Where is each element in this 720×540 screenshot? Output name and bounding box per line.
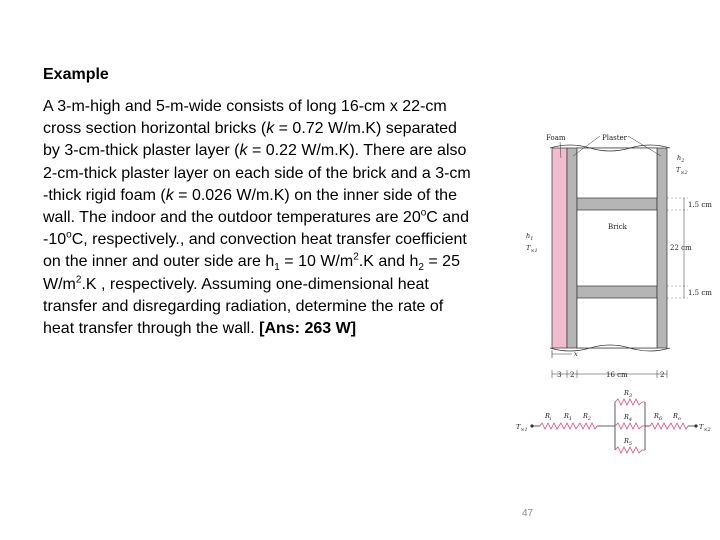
svg-text:h1: $h_1$ [526,232,534,242]
outer-plaster-layer [657,148,667,348]
page-number: 47 [522,508,534,519]
svg-text:1.5 cm: 1.5 cm [688,201,712,209]
svg-text:T∞2: $T_{\infty 2}$ [676,166,688,176]
svg-text:T∞2: $T_{\infty 2}$ [699,423,711,433]
svg-text:R1: $R_1$ [564,412,573,422]
svg-text:R5: $R_5$ [624,437,633,447]
brick-top [577,148,657,198]
svg-text:1.5 cm: 1.5 cm [688,289,712,297]
brick-label: Brick [608,223,627,231]
brick-middle [577,210,657,286]
svg-text:h2: $h_2$ [677,154,685,164]
answer-text: [Ans: 263 W] [259,320,357,338]
problem-statement: A 3-m-high and 5-m-wide consists of long 16-cm x 22-cm cross section horizontal bricks (k = 0.72 W/m.K) separated by 3-cm-thick plaster layer (k = 0.22 W/m.K). There are also 2-cm-thick plaster layer on each side of the brick and a 3-cm -thick rigid foam (k = 0.026 W/m.K) on the inner side of the wall. The indoor and the outdoor temperatures are 20$^o$C and -10$^o$C, respectively., and convection heat transfer coefficient on the inner and outer side are $h_1 = 10$ $W/m^2.K$ and $h_2 = 25$ $W/m^2.K$ , respectively. Assuming one-dimensional heat transfer and disregarding radiation, determine the rate of heat transfer through the wall. [Ans: 263 W] [43,98,471,338]
svg-text:R2: $R_2$ [583,412,592,422]
svg-text:Ro: $R_o$ [673,412,681,422]
thermal-circuit [532,399,696,453]
svg-text:T∞1: $T_{\infty 1}$ [516,423,528,433]
svg-text:3: 3 [557,371,562,379]
wall-figure [510,118,720,447]
svg-text:22 cm: 22 cm [670,244,692,252]
svg-text:R3: $R_3$ [624,389,633,399]
plaster-label: Plaster [602,134,628,142]
brick-bottom [577,298,657,348]
svg-text:16 cm: 16 cm [606,371,628,379]
svg-text:2: 2 [660,371,665,379]
inner-plaster-layer [567,148,577,348]
svg-text:R4: $R_4$ [624,413,633,423]
svg-text:T∞1: $T_{\infty 1}$ [526,244,538,254]
svg-text:R6: $R_6$ [654,412,663,422]
slide-title: Example [43,66,109,83]
svg-text:Ri: $R_i$ [545,412,552,422]
svg-text:x: x [574,350,578,358]
svg-text:2: 2 [570,371,575,379]
foam-layer [552,148,567,348]
foam-label: Foam [546,134,566,142]
